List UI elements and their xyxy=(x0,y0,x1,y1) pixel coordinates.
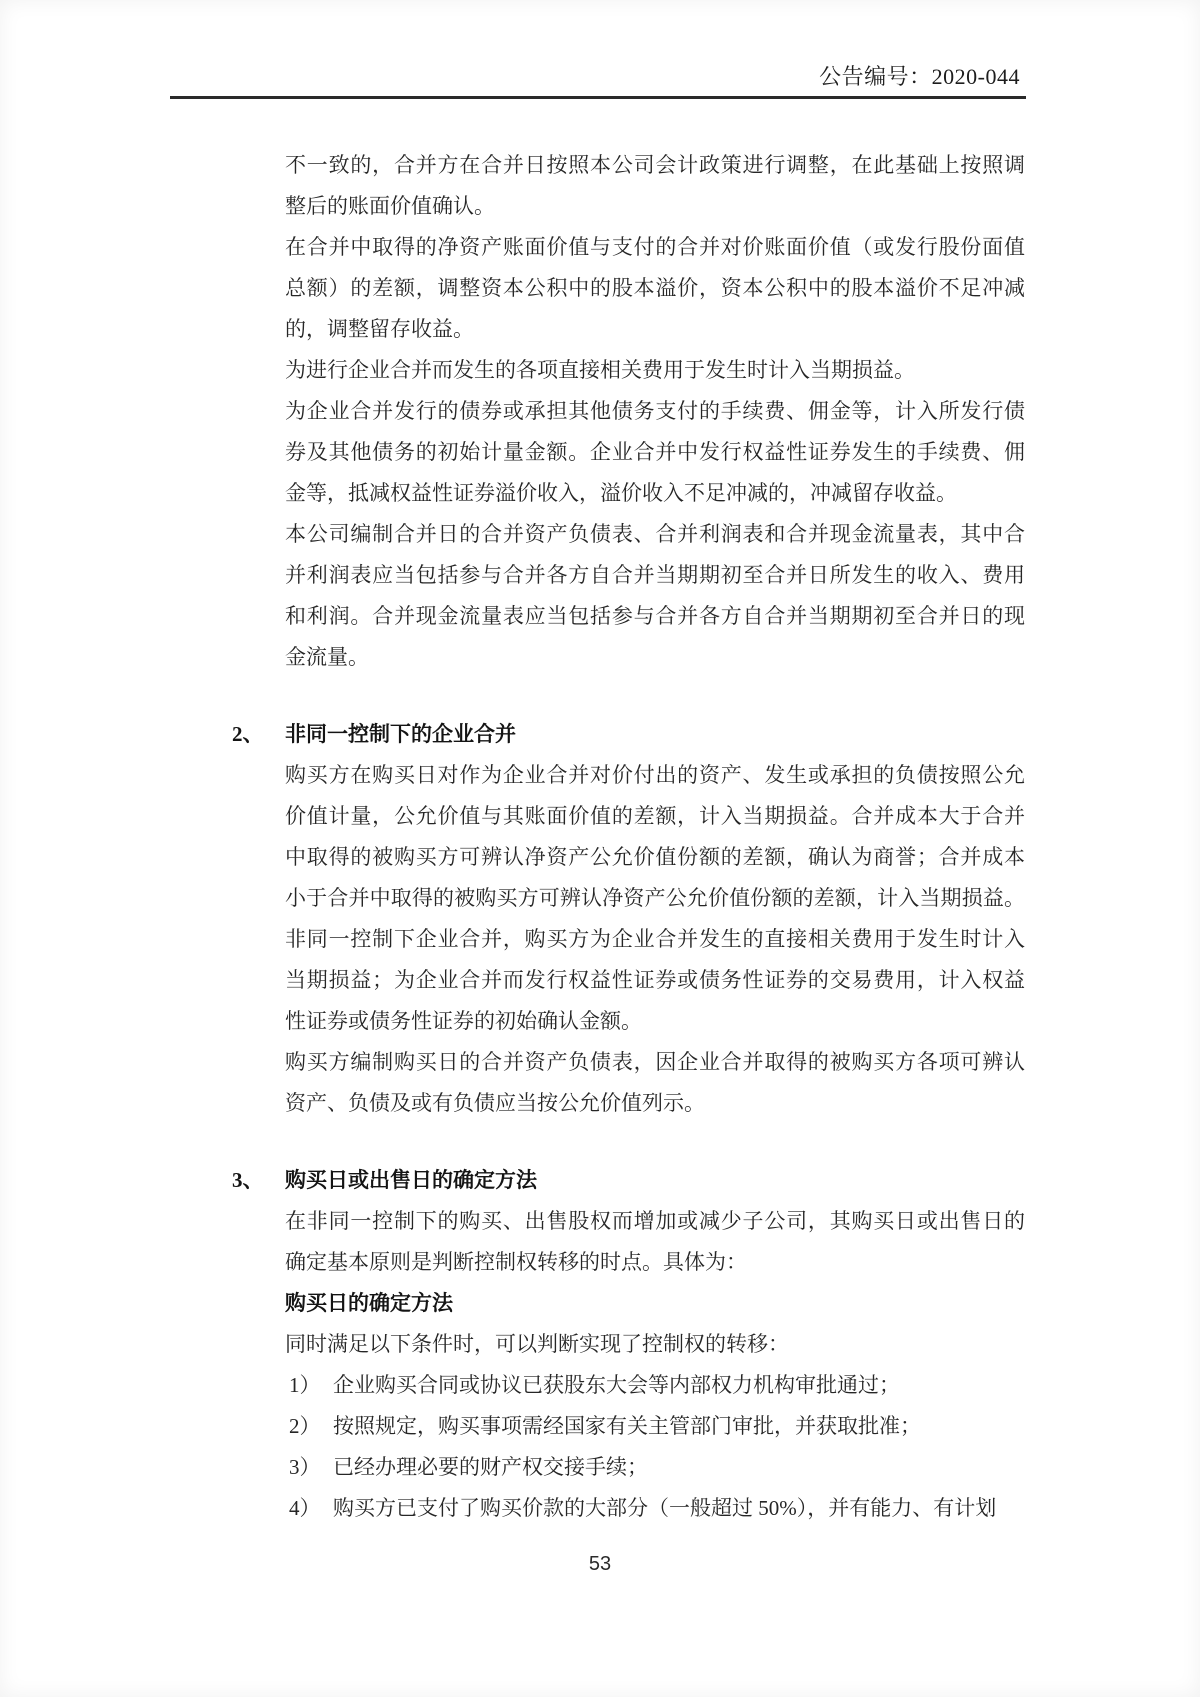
header-rule xyxy=(170,96,1026,99)
paragraph-line: 金等，抵减权益性证券溢价收入，溢价收入不足冲减的，冲减留存收益。 xyxy=(285,481,957,505)
document-body xyxy=(232,145,1025,1529)
paragraph-line: 中取得的被购买方可辨认净资产公允价值份额的差额，确认为商誉；合并成本 xyxy=(285,845,1025,869)
page-number: 53 xyxy=(588,1553,612,1575)
list-item xyxy=(285,1488,1025,1529)
paragraph xyxy=(285,1201,1025,1283)
section-heading-title: 非同一控制下的企业合并 xyxy=(285,722,516,746)
paragraph-line: 在非同一控制下的购买、出售股权而增加或减少子公司，其购买日或出售日的 xyxy=(285,1209,1025,1233)
paragraph xyxy=(285,145,1025,227)
section-heading-number: 2、 xyxy=(232,722,264,746)
paragraph xyxy=(285,227,1025,350)
paragraph xyxy=(285,1042,1025,1124)
paragraph-line: 总额）的差额，调整资本公积中的股本溢价，资本公积中的股本溢价不足冲减 xyxy=(285,276,1025,300)
list-item-marker: 2） xyxy=(289,1414,321,1438)
list-item-text: 已经办理必要的财产权交接手续； xyxy=(333,1455,648,1479)
paragraph-line: 资产、负债及或有负债应当按公允价值列示。 xyxy=(285,1091,705,1115)
list-item xyxy=(285,1365,1025,1406)
paragraph-line: 购买方编制购买日的合并资产负债表，因企业合并取得的被购买方各项可辨认 xyxy=(285,1050,1025,1074)
list-item xyxy=(285,1447,1025,1488)
paragraph xyxy=(285,755,1025,1042)
paragraph-line: 同时满足以下条件时，可以判断实现了控制权的转移： xyxy=(285,1332,789,1356)
paragraph xyxy=(285,514,1025,678)
list-item-marker: 4） xyxy=(289,1496,321,1520)
paragraph-line: 确定基本原则是判断控制权转移的时点。具体为： xyxy=(285,1250,747,1274)
paragraph-line: 在合并中取得的净资产账面价值与支付的合并对价账面价值（或发行股份面值 xyxy=(285,235,1025,259)
paragraph-line: 和利润。合并现金流量表应当包括参与合并各方自合并当期期初至合并日的现 xyxy=(285,604,1025,628)
paragraph xyxy=(285,391,1025,514)
paragraph xyxy=(285,1324,1025,1365)
section-heading xyxy=(232,714,1025,755)
paragraph-line: 购买方在购买日对作为企业合并对价付出的资产、发生或承担的负债按照公允 xyxy=(285,763,1025,787)
paragraph-line: 当期损益；为企业合并而发行权益性证券或债务性证券的交易费用，计入权益 xyxy=(285,968,1025,992)
list-item-text: 按照规定，购买事项需经国家有关主管部门审批，并获取批准； xyxy=(333,1414,921,1438)
list-item-marker: 3） xyxy=(289,1455,321,1479)
paragraph-line: 为企业合并发行的债券或承担其他债务支付的手续费、佣金等，计入所发行债 xyxy=(285,399,1025,423)
paragraph-line: 小于合并中取得的被购买方可辨认净资产公允价值份额的差额，计入当期损益。 xyxy=(285,886,1025,910)
paragraph-line: 不一致的，合并方在合并日按照本公司会计政策进行调整，在此基础上按照调 xyxy=(285,153,1025,177)
paragraph-line: 价值计量，公允价值与其账面价值的差额，计入当期损益。合并成本大于合并 xyxy=(285,804,1025,828)
paragraph xyxy=(285,350,1025,391)
section-heading xyxy=(232,1160,1025,1201)
list-item xyxy=(285,1406,1025,1447)
paragraph-line: 本公司编制合并日的合并资产负债表、合并利润表和合并现金流量表，其中合 xyxy=(285,522,1025,546)
header-doc-number: 公告编号：2020-044 xyxy=(819,64,1020,89)
paragraph-line: 性证券或债务性证券的初始确认金额。 xyxy=(285,1009,642,1033)
section-heading-title: 购买日或出售日的确定方法 xyxy=(285,1168,537,1192)
paragraph-line: 并利润表应当包括参与合并各方自合并当期期初至合并日所发生的收入、费用 xyxy=(285,563,1025,587)
paragraph-line: 为进行企业合并而发生的各项直接相关费用于发生时计入当期损益。 xyxy=(285,358,915,382)
paragraph-line: 券及其他债务的初始计量金额。企业合并中发行权益性证券发生的手续费、佣 xyxy=(285,440,1025,464)
paragraph-line: 金流量。 xyxy=(285,645,369,669)
list-item-marker: 1） xyxy=(289,1373,321,1397)
paragraph-line: 整后的账面价值确认。 xyxy=(285,194,495,218)
section-heading-number: 3、 xyxy=(232,1168,264,1192)
subsection-heading: 购买日的确定方法 xyxy=(285,1291,453,1315)
list-item-text: 购买方已支付了购买价款的大部分（一般超过 50%），并有能力、有计划 xyxy=(333,1496,997,1520)
list-item-text: 企业购买合同或协议已获股东大会等内部权力机构审批通过； xyxy=(333,1373,900,1397)
paragraph-line: 的，调整留存收益。 xyxy=(285,317,474,341)
paragraph-line: 非同一控制下企业合并，购买方为企业合并发生的直接相关费用于发生时计入 xyxy=(285,927,1025,951)
